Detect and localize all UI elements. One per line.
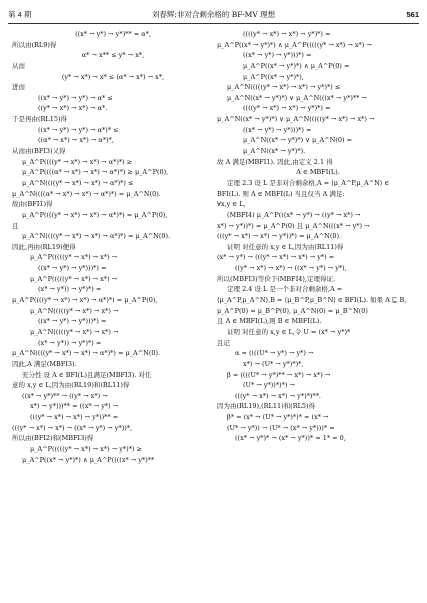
text-line: (((y* → x*) → x*) → y*)*)**. xyxy=(235,391,321,400)
text-line: 所以(MBFI3)等价于(MBFI4),定理得证. xyxy=(217,274,336,283)
text-line: μ_A^P((((α* → x*) → x*) → α*)*) ≥ μ_A^P(0), xyxy=(22,168,169,177)
text-line: (((y* → x*) → x*) → y*))*) = μ_A^N(0). xyxy=(217,232,342,241)
text-line: BFI(L). 则 A ∈ MBFI(L) 当且仅当 A 满足: xyxy=(217,189,345,198)
text-line: μ_A^P((x* → y*)*) ∧ μ_A^P((((x* → y*)** xyxy=(22,455,155,464)
text-line: 从而 xyxy=(12,61,25,70)
text-line: μ_A^N((((y* → x*) → x*) → α*)*) = μ_A^N(0). xyxy=(22,232,171,241)
text-line: μ_A^P((x* → y*)*) ∧ μ_A^P(0) = xyxy=(243,61,350,70)
text-line: ((x* → y*) → y*)))*) = xyxy=(38,264,107,273)
text-line: μ_A^N((x* → y*)*). xyxy=(243,147,306,156)
text-line: 且 A ∈ MBFI(L),则 B ∈ MBFI(L). xyxy=(217,317,322,326)
text-line: ((x* → y*) → y*) → α*)* ≤ xyxy=(38,125,119,134)
text-line: 进而 xyxy=(12,83,25,92)
text-line: μ_A^P((((y* → x*) → x*) → α*)*) = μ_A^P(0), xyxy=(22,210,168,219)
running-title: 刘春辉:非对合剩余格的 BF-MV 理想 xyxy=(151,10,276,19)
text-line: 且 xyxy=(12,221,19,230)
text-line: μ_A^P((((y* → x*) → x*) → α*)*) ≥ xyxy=(22,157,133,166)
text-line: 因为由(RL19),(RL11)和(RL5)得 xyxy=(217,402,316,411)
text-line: μ_A^P((x* → y*)*) ∧ μ_A^P(((((y* → x*) → x*) → xyxy=(217,40,372,49)
text-line: 因此,再由(RL19)便得 xyxy=(12,242,76,251)
text-line: x*) → (U* → y*)*)*, xyxy=(243,359,304,368)
text-line: 证明 对任意的 x,y ∈ L,因为由(RL11)得 xyxy=(227,242,344,251)
text-line: μ_A^N((x* → y*)*) ∨ μ_A^N(0) = xyxy=(243,136,353,145)
text-line: 于是再由(RL15)得 xyxy=(12,115,68,124)
text-line: ((x* → y*) → y*)))*) = xyxy=(243,125,312,134)
text-line: 从而由(BFI3)又得 xyxy=(12,147,66,156)
text-line: μ_A^N(((((y* → x*) → x*) → xyxy=(30,306,119,315)
text-line: ⟨μ_A^P,μ_A^N⟩,B = ⟨μ_B^P,μ_B^N⟩ ∈ BFI(L). 如果 A ⊑ B, xyxy=(217,296,407,305)
text-line: μ_A^P(((((y* → x*) → x*) → xyxy=(30,253,118,262)
text-line: μ_A^P(((((y* → x*) → x*) → xyxy=(30,274,118,283)
text-line: μ_A^N((((y* → x*) → x*) → α*)*) ≤ xyxy=(22,178,134,187)
text-line: (U* → y*))*)*) → xyxy=(243,381,295,390)
text-line: (x* → y*) → (((y* → x*) → x*) → y*) = xyxy=(217,253,335,262)
header-rule xyxy=(8,23,419,24)
text-line: 定理 2.3 设 L 是非对合剩余格,A = ⟨μ_A^P,μ_A^N⟩ ∈ xyxy=(227,178,390,187)
text-line: x*) → y*))*) = μ_A^P(0) 且 μ_A^N(((x* → y*) → xyxy=(217,221,370,230)
text-line: 定理 2.4 设 L 是一个非对合剩余格,A = xyxy=(227,285,343,294)
text-line: 故由(BFI1)得 xyxy=(12,200,53,209)
text-line: 充分性 设 A ∈ BFI(L)且满足(MBFI3). 对任 xyxy=(22,370,152,379)
text-line: ((x* → y*) → y*) → α* ≤ xyxy=(38,93,113,102)
text-line: ((((y* → x*) → x*) → y*)*) = xyxy=(243,30,331,38)
text-line: (y* → x*) → x* ≤ (α* → x*) → x*, xyxy=(61,72,165,81)
text-line: ((y* → x*) → x*) → α*. xyxy=(38,104,108,113)
text-line: (((y* → x*) → x*) → ((x* → y*) → y*))*, xyxy=(12,423,133,432)
text-line: 证明 对任意的 x,y ∈ L,令 U = (x* → y*)* xyxy=(227,327,351,336)
text-line: x*) → y*)))** = ((x* → y*) → xyxy=(30,402,119,411)
text-line: μ_A^P(((((y* → x*) → x*) → y*)*) ≥ xyxy=(30,444,142,453)
issue-label: 第 4 期 xyxy=(8,10,32,19)
text-line: (x* → y*)) → y*)*) = xyxy=(38,285,102,294)
running-header xyxy=(8,8,419,22)
page-number: 561 xyxy=(406,10,419,19)
text-line: μ_A^P((((y* → x*) → x*) → α*)*) = μ_A^P(0), xyxy=(12,296,158,305)
text-line: α* → x** ≤ y* → x*, xyxy=(81,51,145,60)
text-line: ((x* → y*) → y*)))*) = xyxy=(38,317,107,326)
text-line: μ_A^P(0) = μ_B^P(0), μ_A^N(0) = μ_B^N(0) xyxy=(217,306,368,315)
text-line: ((y* → x*) → x*) → ((x* → y*) → y*), xyxy=(235,264,347,273)
text-line: ((x* → y*) → y*)** = α*, xyxy=(75,30,151,38)
text-line: μ_A^N((((α* → x*) → x*) → α*)*) = μ_A^N(0). xyxy=(12,189,161,198)
text-line: μ_A^N((((y* → x*) → x*) → α*)*) = μ_A^N(0). xyxy=(12,349,161,358)
text-line: β = ((((U* → y*)** → x*) → x*) → xyxy=(227,370,331,379)
text-line: (x* → y*)) → y*)*) = xyxy=(38,338,102,347)
text-line: ((x* → y*)* → (x* → y*))* = 1* = 0, xyxy=(235,434,346,443)
text-line: (MBFI4) μ_A^P(((x* → y*) → ((y* → x*) → xyxy=(227,210,361,219)
right-column xyxy=(217,29,419,444)
text-line: (U* → y*)) → (U* → (x* → y*)))* = xyxy=(227,423,335,432)
text-line: μ_A^N((x* → y*)*) ∨ μ_A^N(((((y* → x*) → x*) → xyxy=(217,115,375,124)
text-line: ((((y* → x*) → x*) → y*)*) = xyxy=(243,104,331,113)
text-line: 因此,A 满足(MBFI3). xyxy=(12,359,77,368)
text-line: μ_A^N(((((y* → x*) → x*) → xyxy=(30,327,119,336)
text-line: ((x* → y*) → y*)))*) = xyxy=(243,51,312,60)
text-line: ∀x,y ∈ L, xyxy=(217,200,246,209)
left-column xyxy=(12,29,214,465)
text-line: 且记 xyxy=(217,338,230,347)
text-line: β* = (x* → (U* → y*)*)* = (x* → xyxy=(227,413,329,422)
text-line: α = ((((U* → y*) → y*) → xyxy=(235,349,314,358)
text-line: 意的 x,y ∈ L,因为由(RL19)和(RL11)得 xyxy=(12,381,130,390)
text-line: 故 A 满足(MBFI1). 因此,由定义 2.1 得 xyxy=(217,157,333,166)
text-line: μ_A^P((x* → y*)*), xyxy=(243,72,304,81)
text-line: A ∈ MBFI(L). xyxy=(296,168,340,177)
text-line: ((α* → x*) → x*) → α*)*, xyxy=(38,136,114,145)
text-line: μ_A^N((x* → y*)*) ∨ μ_A^N(((x* → y*)** → xyxy=(227,93,367,102)
text-line: (((y* → x*) → x*) → y*))** = xyxy=(30,413,119,422)
text-line: ((x* → y*)** → ((y* → x*) → xyxy=(22,391,108,400)
text-line: 所以由(RL9)得 xyxy=(12,40,57,49)
text-line: μ_A^N(((((y* → x*) → x*) → y*)*) ≤ xyxy=(227,83,341,92)
text-line: 所以由(BFI2)和(MBFI3)得 xyxy=(12,434,94,443)
